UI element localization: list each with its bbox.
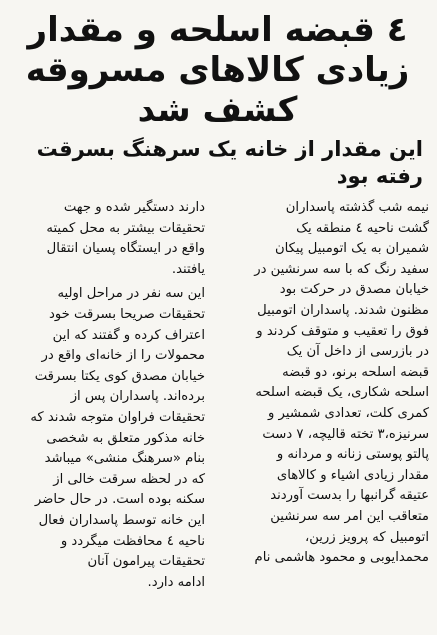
column-right-paragraph-1: نیمه شب گذشته پاسداران گشت ناحیه ٤ منطقه یک شمیران به یک اتومبیل پیکان سفید رنگ که با سه سرنشین در خیابان مصدق در حرکت بود مظنون شدند. پاسداران اتومبیل فوق را تعقیب و متوقف کردند و در بازرسی از داخل آن یک قبضه اسلحه برنو، دو قبضه اسلحه شکاری، یک قبضه اسلحه کمری کلت، تعدادی شمشیر و سرنیزه،۳ تخته قالیچه، ۷ دست پالتو پوستی زنانه و مردانه و مقدار زیادی اشیاء و کالاهای عتیقه گرانبها را بدست آوردند متعاقب این امر سه سرنشین اتومبیل که پرویز زرین، محمدایوبی و محمود هاشمی نام: [254, 200, 429, 566]
article-body: [8, 198, 429, 635]
headline: [8, 10, 427, 130]
subheadline: این مقدار از خانه یک سرهنگ بسرقت رفته بود: [36, 137, 423, 188]
headline-line-2: زیادی کالاهای مسروقه: [25, 50, 410, 90]
column-right: [215, 198, 429, 635]
headline-line-1: ٤ قبضه اسلحه و مقدار: [27, 10, 408, 50]
column-left-paragraph-1: دارند دستگیر شده و جهت تحقیقات بیشتر به محل کمیته واقع در ایستگاه پسیان انتقال یافتند.: [46, 200, 205, 277]
column-left: [8, 198, 215, 635]
column-left-paragraph-2: این سه نفر در مراحل اولیه تحقیقات صریحا بسرقت خود اعتراف کرده و گفتند که این محمولات را از خانه‌ای واقع در خیابان مصدق کوی یکتا بسرقت برده‌اند. پاسداران پس از تحقیقات فراوان متوجه شدند که خانه مذکور متعلق به شخصی بنام «سرهنگ منشی» میباشد که در لحظه سرقت خالی از سکنه بوده است. در حال حاضر این خانه توسط پاسداران فعال ناحیه ٤ محافظت میگردد و تحقیقات پیرامون آنان ادامه دارد.: [30, 286, 205, 590]
headline-line-3: کشف شد: [137, 90, 298, 130]
